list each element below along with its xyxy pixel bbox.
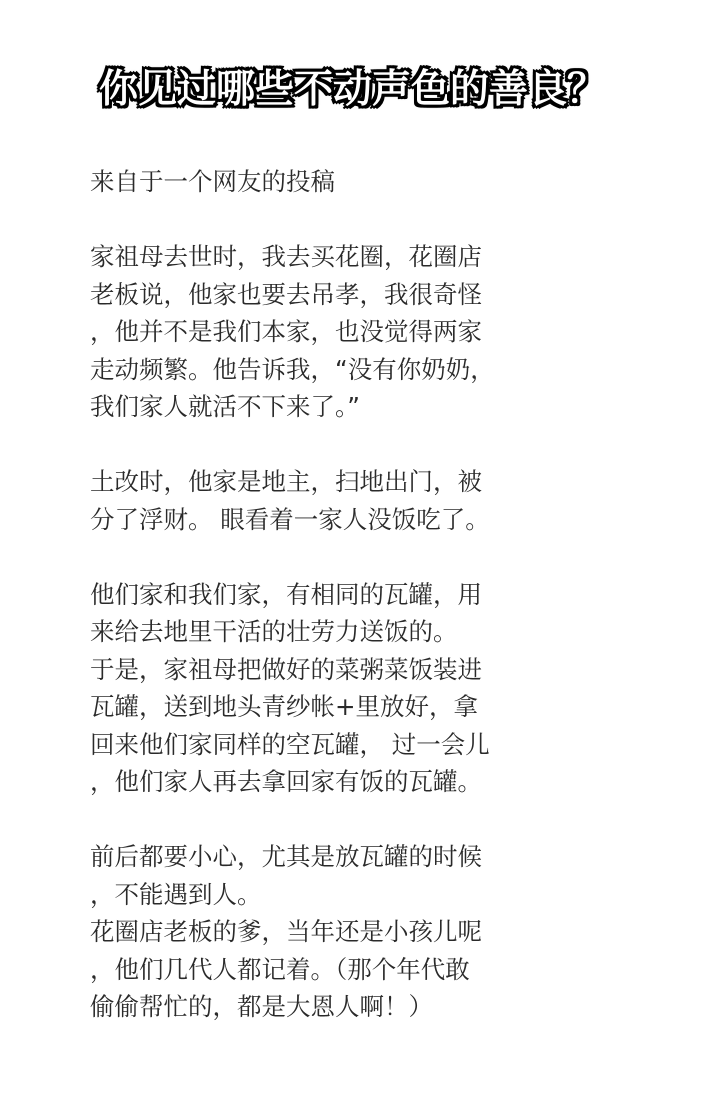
page-title: 你见过哪些不动声色的善良？ [98,67,606,112]
text-line: 家祖母去世时，我去买花圈，花圈店 [90,242,482,271]
text-line: 分了浮财。 眼看着一家人没饭吃了。 [90,504,490,534]
text-line: ，他们家人再去拿回家有饭的瓦罐。 [90,767,482,796]
text-line: 前后都要小心，尤其是放瓦罐的时候 [90,842,482,871]
text-line: 回来他们家同样的空瓦罐， 过一会儿 [90,729,490,759]
paragraph-gap [90,426,650,464]
text-line: 来给去地里干活的壮劳力送饭的。 [90,617,458,646]
text-line: 花圈店老板的爹，当年还是小孩儿呢 [90,917,482,946]
text-line: 他们家和我们家，有相同的瓦罐，用 [90,579,482,609]
article-body [90,163,650,1026]
text-line: ，他们几代人都记着。（那个年代敢 [90,954,470,984]
text-line: 偷偷帮忙的，都是大恩人啊！） [90,992,433,1021]
text-line: 我们家人就活不下来了。” [90,392,360,421]
text-line: 土改时，他家是地主，扫地出门，被 [90,467,482,496]
paragraph-gap [90,538,650,576]
text-line: ，他并不是我们本家，也没觉得两家 [90,317,482,346]
text-line: ，不能遇到人。 [90,879,262,909]
text-line: 走动频繁。他告诉我，“没有你奶奶， [90,354,495,384]
text-line: 瓦罐，送到地头青纱帐+里放好，拿 [90,692,479,721]
text-line: 来自于一个网友的投稿 [90,167,335,196]
text-line: 于是，家祖母把做好的菜粥菜饭装进 [90,654,482,684]
text-line: 老板说，他家也要去吊孝，我很奇怪 [90,279,482,309]
paragraph-gap [90,201,650,239]
paragraph-gap [90,801,650,839]
